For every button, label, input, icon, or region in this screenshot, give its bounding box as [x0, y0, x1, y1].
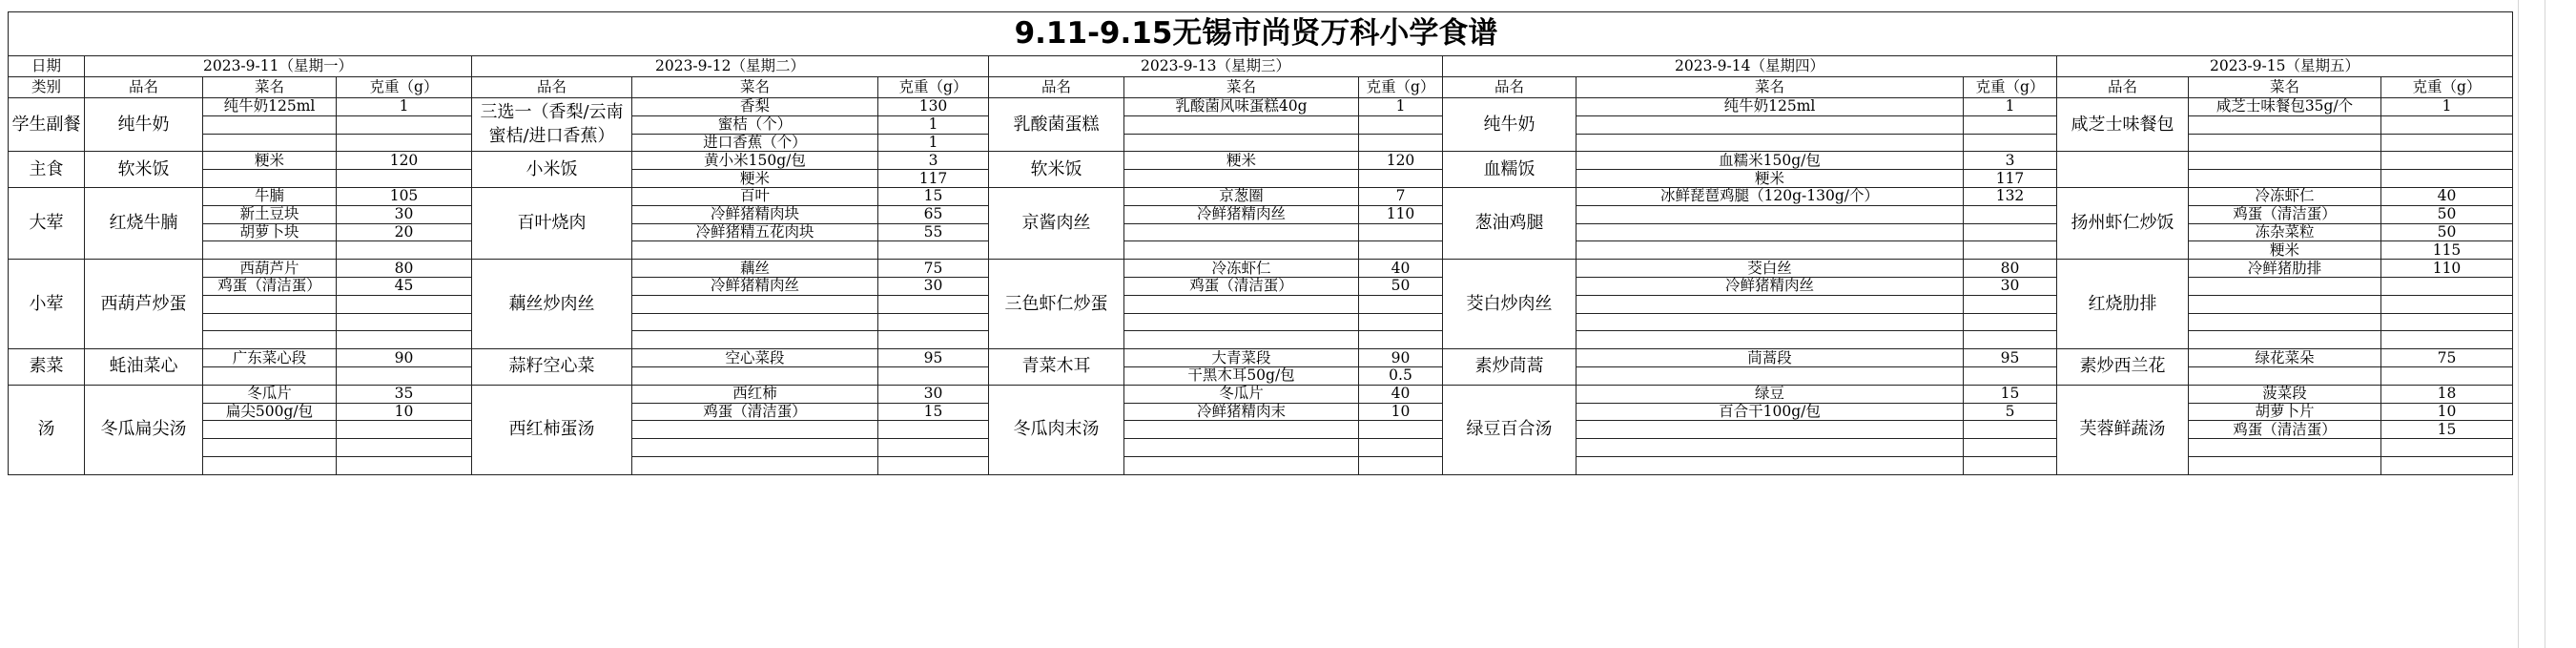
weight-cell: [336, 169, 472, 188]
weight-cell: [1963, 295, 2057, 314]
ingredient-cell: 绿花菜朵: [2188, 348, 2381, 367]
weight-cell: [1358, 313, 1443, 332]
weight-cell: [1963, 330, 2057, 349]
weight-cell: [2380, 277, 2513, 296]
weight-cell: 10: [336, 403, 472, 422]
ingredient-cell: [2188, 277, 2381, 296]
dish-column-header: 品名: [471, 76, 632, 98]
dish-name: 扬州虾仁炒饭: [2056, 187, 2189, 260]
ingredient-cell: [202, 240, 337, 260]
weight-cell: 120: [1358, 151, 1443, 170]
weight-cell: [2380, 295, 2513, 314]
ingredient-cell: 新土豆块: [202, 205, 337, 224]
weight-cell: [336, 366, 472, 386]
ingredient-cell: [1576, 330, 1964, 349]
weight-cell: 30: [336, 205, 472, 224]
weight-cell: [1358, 240, 1443, 260]
ingredient-cell: [1576, 313, 1964, 332]
weight-column-header: 克重（g）: [1358, 76, 1443, 98]
dish-name: 京酱肉丝: [988, 187, 1124, 260]
ingredient-cell: [1576, 420, 1964, 439]
ingredient-cell: 冷鲜猪肋排: [2188, 259, 2381, 278]
ingredient-cell: [631, 240, 878, 260]
ingredient-cell: [1576, 240, 1964, 260]
dish-name: 素炒西兰花: [2056, 348, 2189, 386]
weight-cell: [2380, 151, 2513, 170]
ingredient-cell: [1576, 438, 1964, 457]
ingredient-column-header: 菜名: [631, 76, 878, 98]
ingredient-cell: [631, 420, 878, 439]
ingredient-cell: [1576, 134, 1964, 153]
weight-cell: 5: [1963, 403, 2057, 422]
dish-name: 葱油鸡腿: [1442, 187, 1577, 260]
weight-cell: 3: [1963, 151, 2057, 170]
weight-cell: 75: [2380, 348, 2513, 367]
meal-category: 主食: [8, 151, 85, 188]
weight-cell: 90: [1358, 348, 1443, 367]
weight-cell: [336, 456, 472, 475]
weight-cell: 15: [877, 403, 989, 422]
weight-cell: 35: [336, 385, 472, 404]
ingredient-cell: 胡萝卜块: [202, 223, 337, 242]
weight-cell: [2380, 366, 2513, 386]
weight-cell: [2380, 115, 2513, 135]
ingredient-cell: [1576, 366, 1964, 386]
ingredient-cell: [631, 366, 878, 386]
dish-name: [2056, 151, 2189, 188]
ingredient-cell: [1123, 295, 1359, 314]
ingredient-cell: 纯牛奶125ml: [1576, 97, 1964, 116]
weight-cell: [1963, 438, 2057, 457]
ingredient-cell: 大青菜段: [1123, 348, 1359, 367]
weight-cell: [877, 330, 989, 349]
ingredient-cell: 冷鲜猪精肉末: [1123, 403, 1359, 422]
weight-cell: 50: [2380, 223, 2513, 242]
ingredient-cell: [202, 313, 337, 332]
weight-cell: 50: [1358, 277, 1443, 296]
ingredient-cell: [631, 295, 878, 314]
ingredient-cell: 冷鲜猪精五花肉块: [631, 223, 878, 242]
weight-cell: 3: [877, 151, 989, 170]
weight-cell: 120: [336, 151, 472, 170]
weight-cell: [1963, 456, 2057, 475]
weight-cell: 30: [877, 385, 989, 404]
weight-cell: 117: [1963, 169, 2057, 188]
weight-cell: [1358, 134, 1443, 153]
ingredient-cell: [2188, 169, 2381, 188]
ingredient-cell: 广东菜心段: [202, 348, 337, 367]
ingredient-column-header: 菜名: [2188, 76, 2381, 98]
weight-cell: [336, 313, 472, 332]
ingredient-cell: [2188, 115, 2381, 135]
weight-cell: 18: [2380, 385, 2513, 404]
weight-cell: 30: [877, 277, 989, 296]
dish-name: 三色虾仁炒蛋: [988, 259, 1124, 349]
ingredient-cell: 藕丝: [631, 259, 878, 278]
weight-cell: [336, 240, 472, 260]
weight-cell: 110: [1358, 205, 1443, 224]
weight-cell: [2380, 169, 2513, 188]
dish-name: 红烧牛腩: [84, 187, 203, 260]
ingredient-cell: 扁尖500g/包: [202, 403, 337, 422]
ingredient-cell: [631, 313, 878, 332]
weight-cell: [1963, 223, 2057, 242]
dish-name: 蒜籽空心菜: [471, 348, 632, 386]
weight-cell: [1358, 169, 1443, 188]
dish-name: 纯牛奶: [84, 97, 203, 152]
day-date: 2023-9-15（星期五）: [2056, 55, 2513, 77]
ingredient-cell: 胡萝卜片: [2188, 403, 2381, 422]
weight-cell: [877, 366, 989, 386]
weight-cell: 1: [877, 134, 989, 153]
ingredient-cell: [2188, 330, 2381, 349]
ingredient-cell: [1576, 223, 1964, 242]
ingredient-cell: [2188, 366, 2381, 386]
ingredient-column-header: 菜名: [1576, 76, 1964, 98]
weight-cell: [1358, 223, 1443, 242]
meal-category: 小荤: [8, 259, 85, 349]
dish-name: 西红柿蛋汤: [471, 385, 632, 475]
ingredient-cell: [2188, 151, 2381, 170]
ingredient-cell: [202, 134, 337, 153]
weight-cell: 15: [877, 187, 989, 206]
weight-column-header: 克重（g）: [336, 76, 472, 98]
weight-cell: 40: [2380, 187, 2513, 206]
weight-cell: 65: [877, 205, 989, 224]
weight-cell: [877, 295, 989, 314]
grid-line: [2518, 0, 2519, 648]
ingredient-cell: [631, 456, 878, 475]
ingredient-cell: [2188, 295, 2381, 314]
ingredient-cell: [631, 438, 878, 457]
ingredient-cell: 鸡蛋（清洁蛋）: [2188, 205, 2381, 224]
dish-column-header: 品名: [988, 76, 1124, 98]
ingredient-column-header: 菜名: [202, 76, 337, 98]
dish-name: 芙蓉鲜蔬汤: [2056, 385, 2189, 475]
weight-cell: 115: [2380, 240, 2513, 260]
day-date: 2023-9-14（星期四）: [1442, 55, 2057, 77]
weight-cell: [877, 240, 989, 260]
ingredient-cell: 粳米: [1576, 169, 1964, 188]
weight-cell: [877, 420, 989, 439]
weight-cell: 40: [1358, 259, 1443, 278]
ingredient-cell: 鸡蛋（清洁蛋）: [631, 403, 878, 422]
ingredient-cell: [202, 295, 337, 314]
meal-category: 学生副餐: [8, 97, 85, 152]
dish-name: 咸芝士味餐包: [2056, 97, 2189, 152]
weight-cell: [2380, 330, 2513, 349]
ingredient-cell: 冷冻虾仁: [1123, 259, 1359, 278]
ingredient-cell: [1123, 169, 1359, 188]
ingredient-cell: [1576, 456, 1964, 475]
dish-name: 绿豆百合汤: [1442, 385, 1577, 475]
weight-cell: 95: [1963, 348, 2057, 367]
ingredient-cell: [202, 115, 337, 135]
ingredient-cell: 鸡蛋（清洁蛋）: [1123, 277, 1359, 296]
ingredient-cell: [1123, 134, 1359, 153]
weight-cell: 75: [877, 259, 989, 278]
meal-category: 大荤: [8, 187, 85, 260]
weight-cell: 90: [336, 348, 472, 367]
ingredient-cell: 咸芝士味餐包35g/个: [2188, 97, 2381, 116]
ingredient-cell: 香梨: [631, 97, 878, 116]
dish-name: 茭白炒肉丝: [1442, 259, 1577, 349]
weight-cell: 95: [877, 348, 989, 367]
dish-column-header: 品名: [2056, 76, 2189, 98]
weight-cell: 132: [1963, 187, 2057, 206]
ingredient-cell: [1576, 295, 1964, 314]
weight-cell: [1963, 366, 2057, 386]
dish-name: 小米饭: [471, 151, 632, 188]
ingredient-cell: 百叶: [631, 187, 878, 206]
weight-cell: [1963, 313, 2057, 332]
weight-cell: 1: [336, 97, 472, 116]
ingredient-cell: 冰鲜琵琶鸡腿（120g-130g/个）: [1576, 187, 1964, 206]
dish-name: 冬瓜扁尖汤: [84, 385, 203, 475]
dish-name: 纯牛奶: [1442, 97, 1577, 152]
weight-cell: 130: [877, 97, 989, 116]
weight-cell: 10: [1358, 403, 1443, 422]
meal-category: 素菜: [8, 348, 85, 386]
ingredient-cell: 冷鲜猪精肉丝: [1123, 205, 1359, 224]
weight-cell: [2380, 456, 2513, 475]
ingredient-cell: 西红柿: [631, 385, 878, 404]
ingredient-cell: 粳米: [2188, 240, 2381, 260]
category-label: 类别: [8, 76, 85, 98]
ingredient-cell: [202, 438, 337, 457]
meal-category: 汤: [8, 385, 85, 475]
weight-column-header: 克重（g）: [877, 76, 989, 98]
ingredient-cell: [1123, 420, 1359, 439]
weight-cell: 110: [2380, 259, 2513, 278]
weight-cell: [877, 456, 989, 475]
weight-cell: [1358, 330, 1443, 349]
page-title: 9.11-9.15无锡市尚贤万科小学食谱: [1014, 16, 1498, 51]
ingredient-cell: [1123, 313, 1359, 332]
weight-cell: 10: [2380, 403, 2513, 422]
dish-name: 三选一（香梨/云南蜜桔/进口香蕉）: [471, 97, 632, 152]
weight-column-header: 克重（g）: [2380, 76, 2513, 98]
ingredient-cell: 鸡蛋（清洁蛋）: [202, 277, 337, 296]
ingredient-cell: 乳酸菌风味蛋糕40g: [1123, 97, 1359, 116]
weight-cell: [877, 438, 989, 457]
dish-name: 乳酸菌蛋糕: [988, 97, 1124, 152]
weight-cell: 1: [1358, 97, 1443, 116]
ingredient-cell: 冷鲜猪精肉块: [631, 205, 878, 224]
ingredient-cell: [1123, 240, 1359, 260]
weight-cell: 20: [336, 223, 472, 242]
weight-cell: 80: [1963, 259, 2057, 278]
weight-cell: [336, 438, 472, 457]
weight-cell: 1: [1963, 97, 2057, 116]
ingredient-cell: [2188, 456, 2381, 475]
dish-name: 血糯饭: [1442, 151, 1577, 188]
ingredient-cell: 血糯米150g/包: [1576, 151, 1964, 170]
ingredient-cell: [2188, 134, 2381, 153]
weight-cell: [1963, 205, 2057, 224]
weight-cell: 1: [877, 115, 989, 135]
ingredient-cell: 粳米: [202, 151, 337, 170]
ingredient-cell: [202, 330, 337, 349]
ingredient-cell: 进口香蕉（个）: [631, 134, 878, 153]
weight-cell: 105: [336, 187, 472, 206]
weight-cell: [2380, 134, 2513, 153]
ingredient-cell: 西葫芦片: [202, 259, 337, 278]
weight-cell: 55: [877, 223, 989, 242]
dish-name: 素炒茼蒿: [1442, 348, 1577, 386]
ingredient-cell: 冻杂菜粒: [2188, 223, 2381, 242]
weight-cell: [1358, 420, 1443, 439]
ingredient-cell: 冬瓜片: [1123, 385, 1359, 404]
ingredient-cell: 牛腩: [202, 187, 337, 206]
ingredient-cell: 绿豆: [1576, 385, 1964, 404]
ingredient-cell: [1123, 438, 1359, 457]
ingredient-cell: 京葱圈: [1123, 187, 1359, 206]
weight-cell: [1963, 420, 2057, 439]
weight-cell: 50: [2380, 205, 2513, 224]
weight-cell: 30: [1963, 277, 2057, 296]
ingredient-cell: [631, 330, 878, 349]
ingredient-cell: [202, 169, 337, 188]
weight-cell: 117: [877, 169, 989, 188]
weight-cell: [2380, 438, 2513, 457]
ingredient-cell: 茼蒿段: [1576, 348, 1964, 367]
ingredient-cell: [2188, 438, 2381, 457]
dish-name: 蚝油菜心: [84, 348, 203, 386]
ingredient-cell: [1576, 115, 1964, 135]
weight-cell: [336, 330, 472, 349]
dish-name: 百叶烧肉: [471, 187, 632, 260]
weight-cell: [1963, 115, 2057, 135]
weight-cell: 15: [2380, 420, 2513, 439]
weight-cell: 45: [336, 277, 472, 296]
weight-cell: 7: [1358, 187, 1443, 206]
weight-cell: [2380, 313, 2513, 332]
dish-name: 软米饭: [988, 151, 1124, 188]
day-date: 2023-9-11（星期一）: [84, 55, 472, 77]
ingredient-cell: 纯牛奶125ml: [202, 97, 337, 116]
ingredient-cell: 空心菜段: [631, 348, 878, 367]
day-date: 2023-9-13（星期三）: [988, 55, 1443, 77]
weight-cell: [1358, 115, 1443, 135]
weight-cell: [336, 134, 472, 153]
ingredient-cell: 百合干100g/包: [1576, 403, 1964, 422]
weight-cell: [1358, 456, 1443, 475]
ingredient-cell: 冷鲜猪精肉丝: [1576, 277, 1964, 296]
weight-cell: [877, 313, 989, 332]
ingredient-column-header: 菜名: [1123, 76, 1359, 98]
ingredient-cell: 粳米: [1123, 151, 1359, 170]
ingredient-cell: [1123, 223, 1359, 242]
weight-cell: [336, 295, 472, 314]
ingredient-cell: 茭白丝: [1576, 259, 1964, 278]
ingredient-cell: 干黑木耳50g/包: [1123, 366, 1359, 386]
weight-cell: [336, 420, 472, 439]
weight-cell: 80: [336, 259, 472, 278]
dish-name: 冬瓜肉末汤: [988, 385, 1124, 475]
ingredient-cell: [1576, 205, 1964, 224]
weight-cell: 15: [1963, 385, 2057, 404]
date-label: 日期: [8, 55, 85, 77]
dish-name: 青菜木耳: [988, 348, 1124, 386]
ingredient-cell: 鸡蛋（清洁蛋）: [2188, 420, 2381, 439]
day-date: 2023-9-12（星期二）: [471, 55, 989, 77]
dish-name: 软米饭: [84, 151, 203, 188]
weight-cell: 0.5: [1358, 366, 1443, 386]
dish-column-header: 品名: [84, 76, 203, 98]
ingredient-cell: [1123, 456, 1359, 475]
ingredient-cell: [1123, 115, 1359, 135]
ingredient-cell: 冷冻虾仁: [2188, 187, 2381, 206]
dish-name: 西葫芦炒蛋: [84, 259, 203, 349]
weight-cell: [336, 115, 472, 135]
ingredient-cell: 黄小米150g/包: [631, 151, 878, 170]
ingredient-cell: 蜜桔（个）: [631, 115, 878, 135]
ingredient-cell: 冬瓜片: [202, 385, 337, 404]
ingredient-cell: [202, 456, 337, 475]
weight-cell: 1: [2380, 97, 2513, 116]
ingredient-cell: [202, 366, 337, 386]
weight-cell: [1963, 134, 2057, 153]
weight-cell: [1963, 240, 2057, 260]
ingredient-cell: 菠菜段: [2188, 385, 2381, 404]
ingredient-cell: [2188, 313, 2381, 332]
weight-cell: [1358, 295, 1443, 314]
ingredient-cell: 粳米: [631, 169, 878, 188]
weight-column-header: 克重（g）: [1963, 76, 2057, 98]
ingredient-cell: [1123, 330, 1359, 349]
ingredient-cell: 冷鲜猪精肉丝: [631, 277, 878, 296]
weight-cell: 40: [1358, 385, 1443, 404]
ingredient-cell: [202, 420, 337, 439]
dish-column-header: 品名: [1442, 76, 1577, 98]
dish-name: 藕丝炒肉丝: [471, 259, 632, 349]
dish-name: 红烧肋排: [2056, 259, 2189, 349]
weight-cell: [1358, 438, 1443, 457]
